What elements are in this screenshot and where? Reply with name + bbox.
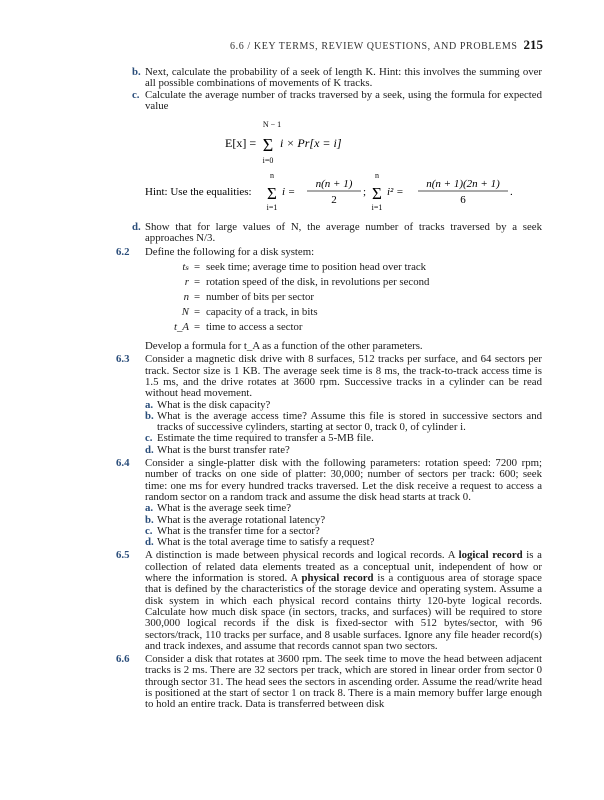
hint-separator: ; bbox=[363, 186, 367, 199]
page-content bbox=[112, 67, 542, 711]
problem-6-5: 6.5 A distinction is made between physical records and logical records. A logical record is a collection of related data elements treated as a conceptual unit, independent of how or where the information is stored. A physical record is a contiguous area of storage space that is defined by the characteristics of the storage device and operating system. Assume a disk system in which each physical record contains thirty 120-byte logical records. Calculate how much disk space (in sectors, tracks, and surfaces) will be required to store 300,000 logical records if the disk is fixed-sector with 512 bytes/sector, with 96 sectors/track, 110 tracks per surface, and 8 usable surfaces. Ignore any file header record(s) and track indexes, and assume that records cannot span two sectors. bbox=[116, 549, 542, 652]
list-item: c. Calculate the average number of tracks traversed by a seek, using the formula for expected value bbox=[132, 88, 542, 112]
problem-6-4: 6.4 Consider a single-platter disk with the following parameters: rotation speed: 7200 rpm; number of tracks on one side of platter: 30,000; number of sectors per track: 600; seek time: one ms for every hundred tracks traversed. Let the disk receive a request to access a random sector on a random track and assume the disk head starts at track 0. bbox=[116, 457, 542, 503]
sum1-lower: i=1 bbox=[266, 203, 278, 213]
list-item: d. What is the total average time to satisfy a request? bbox=[145, 536, 375, 549]
formula-lhs: E[x] = bbox=[225, 136, 257, 151]
sum1-symbol: Σ bbox=[267, 184, 277, 204]
list-item: a. What is the disk capacity? bbox=[145, 398, 271, 411]
list-item: c. What is the transfer time for a sector? bbox=[145, 524, 320, 537]
problem-6-2-closing: Develop a formula for t_A as a function of the other parameters. bbox=[145, 340, 423, 353]
formula-svg bbox=[112, 115, 542, 167]
frac1-numerator: n(n + 1) bbox=[315, 178, 353, 191]
problem-6-3: 6.3 Consider a magnetic disk drive with 8 surfaces, 512 tracks per surface, and 64 sectors per track. Sector size is 1 KB. The average seek time is 8 ms, the track-to-track access time is 1.5 ms, and the drive rotates at 3600 rpm. Successive tracks in a cylinder can be read without head movement. bbox=[116, 353, 542, 400]
running-header bbox=[0, 37, 543, 53]
expected-value-formula bbox=[112, 115, 542, 167]
list-item: a. What is the average seek time? bbox=[145, 502, 291, 515]
hint-prefix: Hint: Use the equalities: bbox=[145, 186, 252, 199]
sum-lower-limit: i=0 bbox=[262, 156, 274, 166]
list-item: c. Estimate the time required to transfer a 5-MB file. bbox=[145, 432, 374, 445]
frac2-numerator: n(n + 1)(2n + 1) bbox=[426, 178, 500, 191]
sum2-body: i² = bbox=[387, 186, 404, 199]
frac2-denominator: 6 bbox=[460, 194, 466, 207]
list-item: b. What is the average rotational latency? bbox=[145, 513, 326, 526]
list-item: b. Next, calculate the probability of a seek of length K. Hint: this involves the summing over all possible combinations of movements of K tracks. bbox=[132, 66, 542, 90]
page-number: 215 bbox=[523, 37, 543, 52]
hint-svg bbox=[112, 170, 542, 214]
definition-row: r = rotation speed of the disk, in revolutions per second bbox=[184, 276, 430, 289]
definition-row: t_A = time to access a sector bbox=[174, 321, 303, 334]
problem-6-2: 6.2 Define the following for a disk system: bbox=[116, 245, 315, 258]
definition-row: n = number of bits per sector bbox=[183, 291, 314, 304]
running-head-text: 6.6 / KEY TERMS, REVIEW QUESTIONS, AND PROBLEMS bbox=[230, 41, 518, 52]
formula-body: i × Pr[x = i] bbox=[280, 136, 342, 151]
sum-upper-limit: N − 1 bbox=[262, 120, 282, 130]
sum2-upper: n bbox=[375, 171, 379, 181]
hint-end: . bbox=[510, 186, 513, 199]
problem-6-6: 6.6 Consider a disk that rotates at 3600 rpm. The seek time to move the head between adjacent tracks is 2 ms. There are 32 sectors per track, which are stored in linear order from sector 0 through sector 31. The head sees the sectors in ascending order. Assume the read/write head is positioned at the start of sector 1 on track 8. There is a main memory buffer large enough to hold an entire track. Data is transferred between disk bbox=[116, 653, 542, 711]
hint-equalities bbox=[112, 170, 542, 214]
definition-row: N = capacity of a track, in bits bbox=[181, 306, 318, 319]
frac1-denominator: 2 bbox=[331, 194, 337, 207]
sum1-upper: n bbox=[270, 171, 274, 181]
list-item: d. Show that for large values of N, the average number of tracks traversed by a seek approaches N/3. bbox=[132, 221, 542, 245]
sum1-body: i = bbox=[282, 186, 296, 199]
definition-list bbox=[112, 262, 542, 337]
term-logical-record: logical record bbox=[458, 549, 523, 562]
sum2-lower: i=1 bbox=[371, 203, 383, 213]
list-item: b. What is the average access time? Assume this file is stored in successive sectors and tracks of successive cylinders, starting at sector 0, track 0, of cylinder i. bbox=[145, 409, 542, 434]
definition-row: tₛ = seek time; average time to position head over track bbox=[182, 261, 427, 274]
sum2-symbol: Σ bbox=[372, 184, 382, 204]
term-physical-record: physical record bbox=[301, 572, 374, 585]
list-item: d. What is the burst transfer rate? bbox=[145, 443, 290, 456]
sum-symbol: Σ bbox=[262, 135, 274, 156]
